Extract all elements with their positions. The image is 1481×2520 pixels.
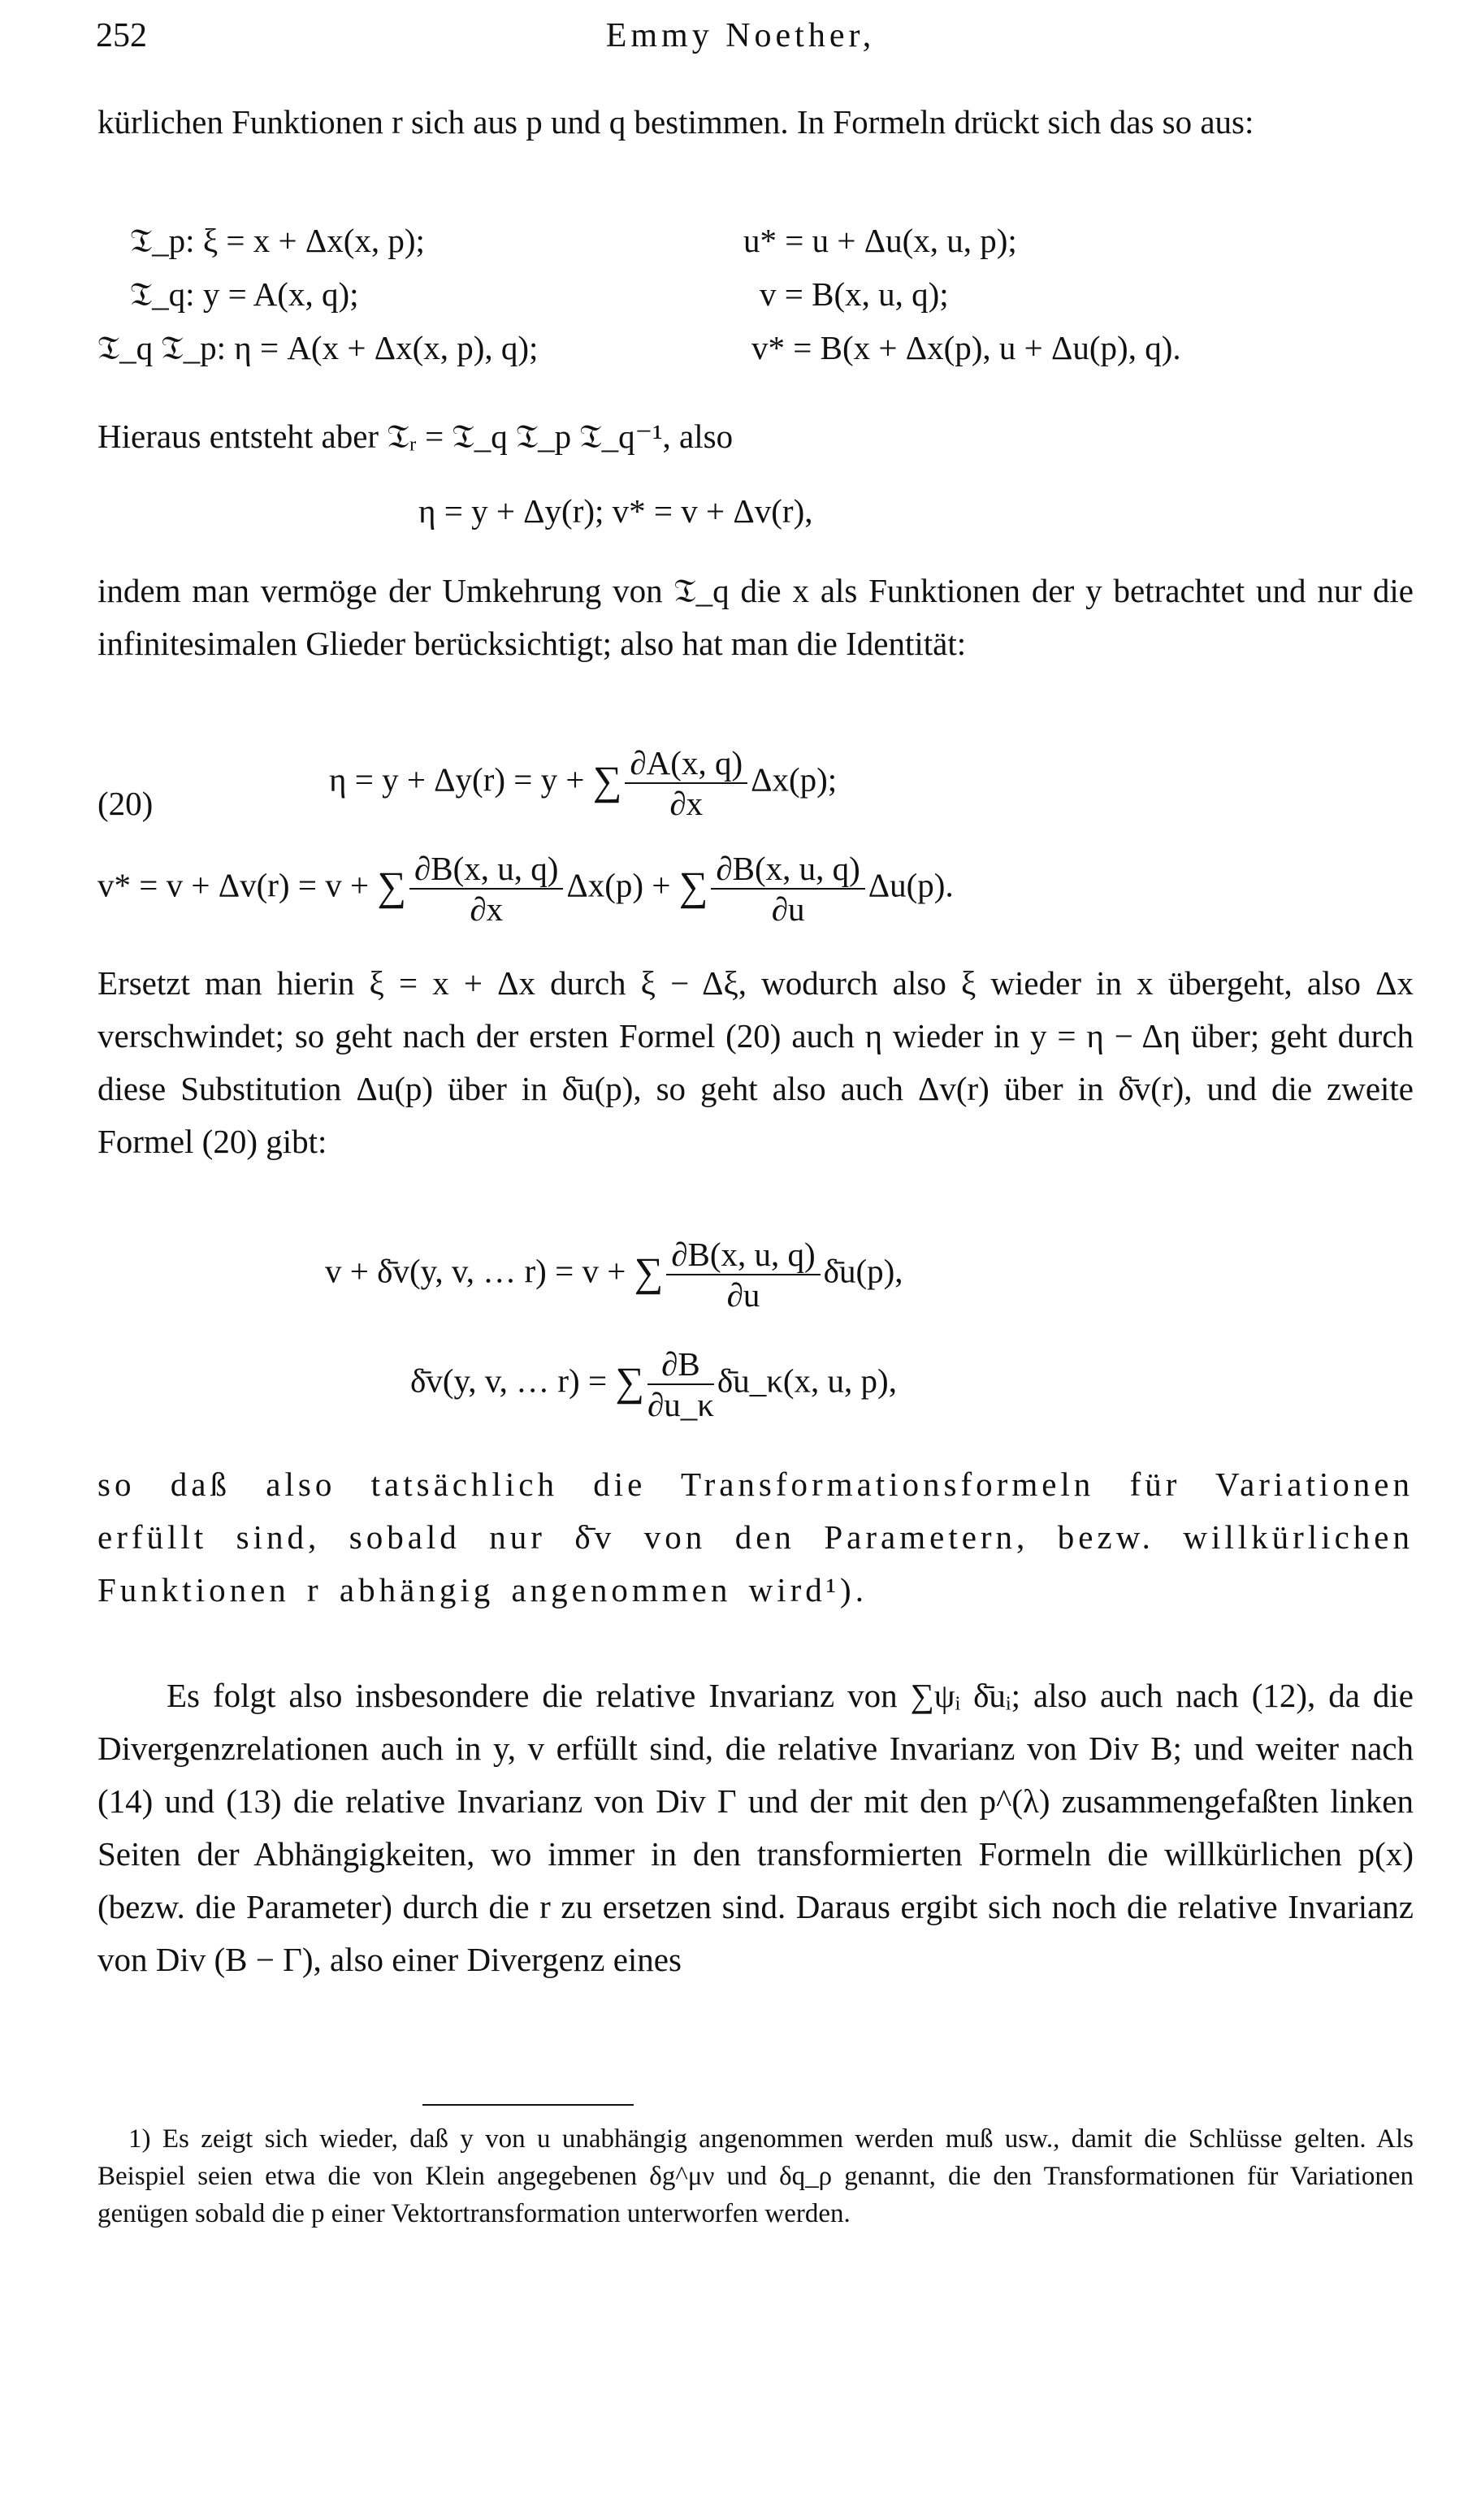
sum-symbol: ∑ xyxy=(592,757,622,803)
equation-eta: η = y + Δy(r); v* = v + Δv(r), xyxy=(418,492,813,530)
equation-variation-2-rhs: δ̄u_κ(x, u, p), xyxy=(717,1362,897,1400)
equation-tq-right: v = B(x, u, q); xyxy=(760,275,949,313)
equation-variation-1-lhs: v + δ̄v(y, v, … r) = v + xyxy=(325,1252,634,1290)
paragraph-3: indem man vermöge der Umkehrung von 𝔗_q die x als Funktionen der y betrachtet und nur die infinitesimalen Glieder berücksichtigt; also hat man die Identität: xyxy=(97,572,1414,662)
fraction-denominator: ∂x xyxy=(669,785,704,822)
equation-20a-lhs: η = y + Δy(r) = y + xyxy=(329,760,593,799)
equation-tqtp-right: v* = B(x + Δx(p), u + Δu(p), q). xyxy=(751,329,1181,366)
paragraph-2: Hieraus entsteht aber 𝔗ᵣ = 𝔗_q 𝔗_p 𝔗_q⁻¹, also xyxy=(97,418,734,455)
equation-variation-1-rhs: δ̄u(p), xyxy=(823,1252,903,1290)
equation-number-20: (20) xyxy=(97,785,154,822)
equation-variation-1 xyxy=(325,1235,903,1314)
paragraph-1: kürlichen Funktionen r sich aus p und q bestimmen. In Formeln drückt sich das so aus: xyxy=(97,103,1254,141)
fraction xyxy=(666,1235,820,1314)
fraction-numerator: ∂B(x, u, q) xyxy=(409,849,563,890)
running-head: Emmy Noether, xyxy=(605,17,876,54)
page-number: 252 xyxy=(96,17,147,54)
equation-20b-lhs: v* = v + Δv(r) = v + xyxy=(97,866,378,904)
fraction xyxy=(647,1344,714,1424)
sum-symbol: ∑ xyxy=(377,863,406,909)
equation-variation-2 xyxy=(410,1344,897,1424)
fraction-numerator: ∂B(x, u, q) xyxy=(666,1235,820,1275)
fraction xyxy=(711,849,864,929)
equation-20a xyxy=(329,743,837,823)
paragraph-5: so daß also tatsächlich die Transformationsformeln für Variationen erfüllt sind, sobald nur δ̄v von den Parametern, bezw. willkürlichen Funktionen r abhängig angenommen wird¹). xyxy=(97,1466,1414,1609)
equation-20a-rhs: Δx(p); xyxy=(751,760,838,799)
equation-tp-left: 𝔗_p: ξ = x + Δx(x, p); xyxy=(130,222,425,259)
fraction-denominator: ∂u xyxy=(726,1276,760,1314)
equation-tq-left: 𝔗_q: y = A(x, q); xyxy=(130,275,359,313)
fraction-denominator: ∂u_κ xyxy=(647,1386,714,1423)
equation-variation-2-lhs: δ̄v(y, v, … r) = xyxy=(410,1362,616,1400)
fraction-numerator: ∂B(x, u, q) xyxy=(711,849,864,890)
fraction-numerator: ∂B xyxy=(647,1344,714,1385)
sum-symbol: ∑ xyxy=(634,1249,664,1295)
equation-20b xyxy=(97,849,954,929)
footnote-rule xyxy=(422,2104,634,2106)
equation-tp-right: u* = u + Δu(x, u, p); xyxy=(743,222,1017,259)
fraction xyxy=(409,849,563,929)
sum-symbol: ∑ xyxy=(615,1358,644,1405)
fraction-denominator: ∂x xyxy=(470,890,504,928)
sum-symbol: ∑ xyxy=(678,863,708,909)
equation-20b-rhs: Δu(p). xyxy=(868,866,954,904)
paragraph-4: Ersetzt man hierin ξ = x + Δx durch ξ − Δξ, wodurch also ξ wieder in x übergeht, also Δx verschwindet; so geht nach der ersten Formel (20) auch η wieder in y = η − Δη über; geht durch diese Substitution Δu(p) über in δ̄u(p), so geht also auch Δv(r) über in δ̄v(r), und die zweite Formel (20) gibt: xyxy=(97,964,1414,1160)
equation-20b-mid: Δx(p) + xyxy=(566,866,679,904)
fraction xyxy=(625,743,747,823)
footnote xyxy=(97,2120,1414,2232)
paragraph-6: Es folgt also insbesondere die relative Invarianz von ∑ψᵢ δ̄uᵢ; also auch nach (12), da die Divergenzrelationen auch in y, v erfüllt sind, die relative Invarianz von Div B; und weiter nach (14) und (13) die relative Invarianz von Div Γ und der mit den p^(λ) zusammengefaßten linken Seiten der Abhängigkeiten, wo immer in den transformierten Formeln die willkürlichen p(x) (bezw. die Parameter) durch die r zu ersetzen sind. Daraus ergibt sich noch die relative Invarianz von Div (B − Γ), also einer Divergenz eines xyxy=(97,1677,1414,1978)
fraction-denominator: ∂u xyxy=(771,890,805,928)
equation-tqtp-left: 𝔗_q 𝔗_p: η = A(x + Δx(x, p), q); xyxy=(97,329,539,366)
footnote-text: 1) Es zeigt sich wieder, daß y von u unabhängig angenommen werden muß usw., damit die Schlüsse gelten. Als Beispiel seien etwa die von Klein angegebenen δg^μν und δq_ρ genannt, die den Transformationen für Variationen genügen sobald die p einer Vektortransformation unterworfen werden. xyxy=(97,2124,1414,2228)
fraction-numerator: ∂A(x, q) xyxy=(625,743,747,784)
